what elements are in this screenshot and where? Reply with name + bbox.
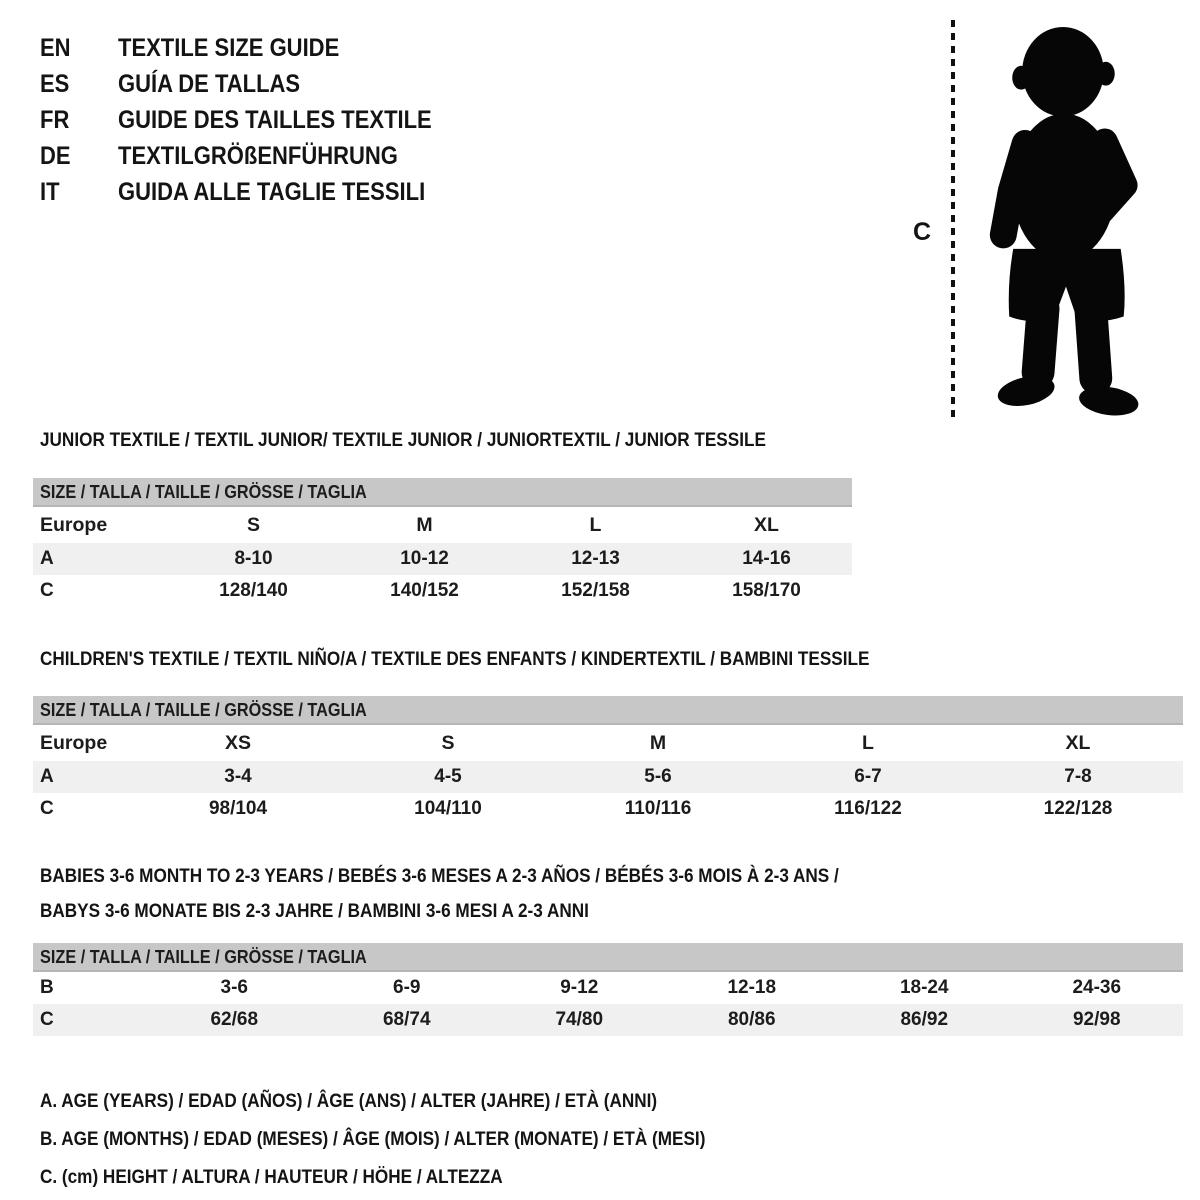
row-label: C xyxy=(40,580,54,601)
table-row-age xyxy=(33,543,852,575)
size-table-babies xyxy=(33,943,1183,1036)
value-cell: 4-5 xyxy=(343,761,553,793)
guide-title-de: TEXTILGRÖßENFÜHRUNG xyxy=(118,141,398,170)
babies-title-line2: BABYS 3-6 MONATE BIS 2-3 JAHRE / BAMBINI 3-6 MESI A 2-3 ANNI xyxy=(40,900,589,922)
row-label: A xyxy=(33,761,133,793)
value-cell: 3-6 xyxy=(220,977,248,998)
measurement-figure xyxy=(905,14,1175,428)
value-cell: 128/140 xyxy=(219,580,288,601)
size-header-cell: M xyxy=(649,731,667,754)
language-code: DE xyxy=(40,141,71,170)
size-table-children xyxy=(33,696,1183,825)
size-bar-row xyxy=(33,696,1183,724)
measure-label-c: C xyxy=(913,218,932,246)
language-row-en xyxy=(40,30,475,66)
value-cell: 6-7 xyxy=(763,761,973,793)
size-header-cell: M xyxy=(416,513,433,536)
toddler-silhouette xyxy=(967,22,1147,420)
legend-line-a: A. AGE (YEARS) / EDAD (AÑOS) / ÂGE (ANS) / ALTER (JAHRE) / ETÀ (ANNI) xyxy=(40,1090,658,1112)
value-cell: 92/98 xyxy=(1011,1004,1184,1036)
value-cell: 116/122 xyxy=(834,798,902,819)
value-cell: 14-16 xyxy=(681,543,852,575)
value-cell: 3-4 xyxy=(133,761,343,793)
value-cell: 10-12 xyxy=(339,543,510,575)
size-bar-row xyxy=(33,478,852,506)
size-header-cell: XL xyxy=(1065,731,1091,754)
section-title-children: CHILDREN'S TEXTILE / TEXTIL NIÑO/A / TEXTILE DES ENFANTS / KINDERTEXTIL / BAMBINI TESSILE xyxy=(40,648,870,670)
table-row-height xyxy=(33,1004,1183,1036)
size-bar-label: SIZE / TALLA / TAILLE / GRÖSSE / TAGLIA xyxy=(33,943,1183,971)
value-cell: 7-8 xyxy=(973,761,1183,793)
row-label: A xyxy=(33,543,168,575)
value-cell: 12-18 xyxy=(727,977,777,998)
language-row-de xyxy=(40,138,475,174)
value-cell: 68/74 xyxy=(321,1004,494,1036)
row-label: C xyxy=(40,798,54,819)
language-code: EN xyxy=(40,33,71,62)
value-cell: 152/158 xyxy=(561,580,630,601)
region-label: Europe xyxy=(40,513,108,536)
guide-title-en: TEXTILE SIZE GUIDE xyxy=(118,33,340,62)
value-cell: 122/128 xyxy=(1043,798,1113,819)
size-header-cell: L xyxy=(589,513,602,536)
value-cell: 86/92 xyxy=(838,1004,1011,1036)
value-cell: 9-12 xyxy=(560,977,599,998)
language-row-fr xyxy=(40,102,475,138)
value-cell: 8-10 xyxy=(168,543,339,575)
size-table-junior xyxy=(33,478,852,607)
table-row-months xyxy=(33,971,1183,1004)
value-cell: 98/104 xyxy=(208,798,268,819)
guide-title-fr: GUIDE DES TAILLES TEXTILE xyxy=(118,105,432,134)
legend-line-b: B. AGE (MONTHS) / EDAD (MESES) / ÂGE (MOIS) / ALTER (MONATE) / ETÀ (MESI) xyxy=(40,1128,706,1150)
value-cell: 104/110 xyxy=(414,798,482,819)
size-bar-label: SIZE / TALLA / TAILLE / GRÖSSE / TAGLIA xyxy=(33,478,852,506)
size-bar-row xyxy=(33,943,1183,971)
value-cell: 24-36 xyxy=(1072,977,1122,998)
size-header-cell: S xyxy=(246,513,260,536)
section-title-babies xyxy=(33,859,1183,929)
row-label: C xyxy=(33,1004,148,1036)
guide-title-it: GUIDA ALLE TAGLIE TESSILI xyxy=(118,177,426,206)
table-row-age xyxy=(33,761,1183,793)
value-cell: 140/152 xyxy=(390,580,459,601)
value-cell: 158/170 xyxy=(732,580,801,601)
size-bar-label: SIZE / TALLA / TAILLE / GRÖSSE / TAGLIA xyxy=(33,696,1183,724)
language-header xyxy=(40,30,475,210)
size-header-cell: L xyxy=(862,731,874,754)
size-header-cell: S xyxy=(441,731,455,754)
legend-line-c: C. (cm) HEIGHT / ALTURA / HAUTEUR / HÖHE / ALTEZZA xyxy=(40,1166,503,1188)
value-cell: 18-24 xyxy=(899,977,949,998)
size-header-cell: XS xyxy=(224,731,251,754)
language-code: IT xyxy=(40,177,60,206)
value-cell: 12-13 xyxy=(510,543,681,575)
value-cell: 74/80 xyxy=(493,1004,666,1036)
height-measure-dashed-line xyxy=(951,20,955,418)
language-row-es xyxy=(40,66,475,102)
table-row-height xyxy=(33,793,1183,825)
language-code: ES xyxy=(40,69,70,98)
size-header-cell: XL xyxy=(754,513,779,536)
language-row-it xyxy=(40,174,475,210)
value-cell: 80/86 xyxy=(666,1004,839,1036)
value-cell: 110/116 xyxy=(624,798,692,819)
table-row-height xyxy=(33,575,852,607)
babies-title-line1: BABIES 3-6 MONTH TO 2-3 YEARS / BEBÉS 3-6 MESES A 2-3 AÑOS / BÉBÉS 3-6 MOIS À 2-3 ANS / xyxy=(40,865,839,887)
value-cell: 62/68 xyxy=(148,1004,321,1036)
language-code: FR xyxy=(40,105,70,134)
value-cell: 6-9 xyxy=(393,977,421,998)
row-label: B xyxy=(40,977,54,998)
table-header-row xyxy=(33,506,852,543)
guide-title-es: GUÍA DE TALLAS xyxy=(118,69,301,98)
region-label: Europe xyxy=(40,731,108,754)
section-title-junior: JUNIOR TEXTILE / TEXTIL JUNIOR/ TEXTILE JUNIOR / JUNIORTEXTIL / JUNIOR TESSILE xyxy=(40,429,766,451)
legend xyxy=(33,1082,1183,1196)
table-header-row xyxy=(33,724,1183,761)
value-cell: 5-6 xyxy=(553,761,763,793)
size-tables-content xyxy=(33,428,1183,1196)
